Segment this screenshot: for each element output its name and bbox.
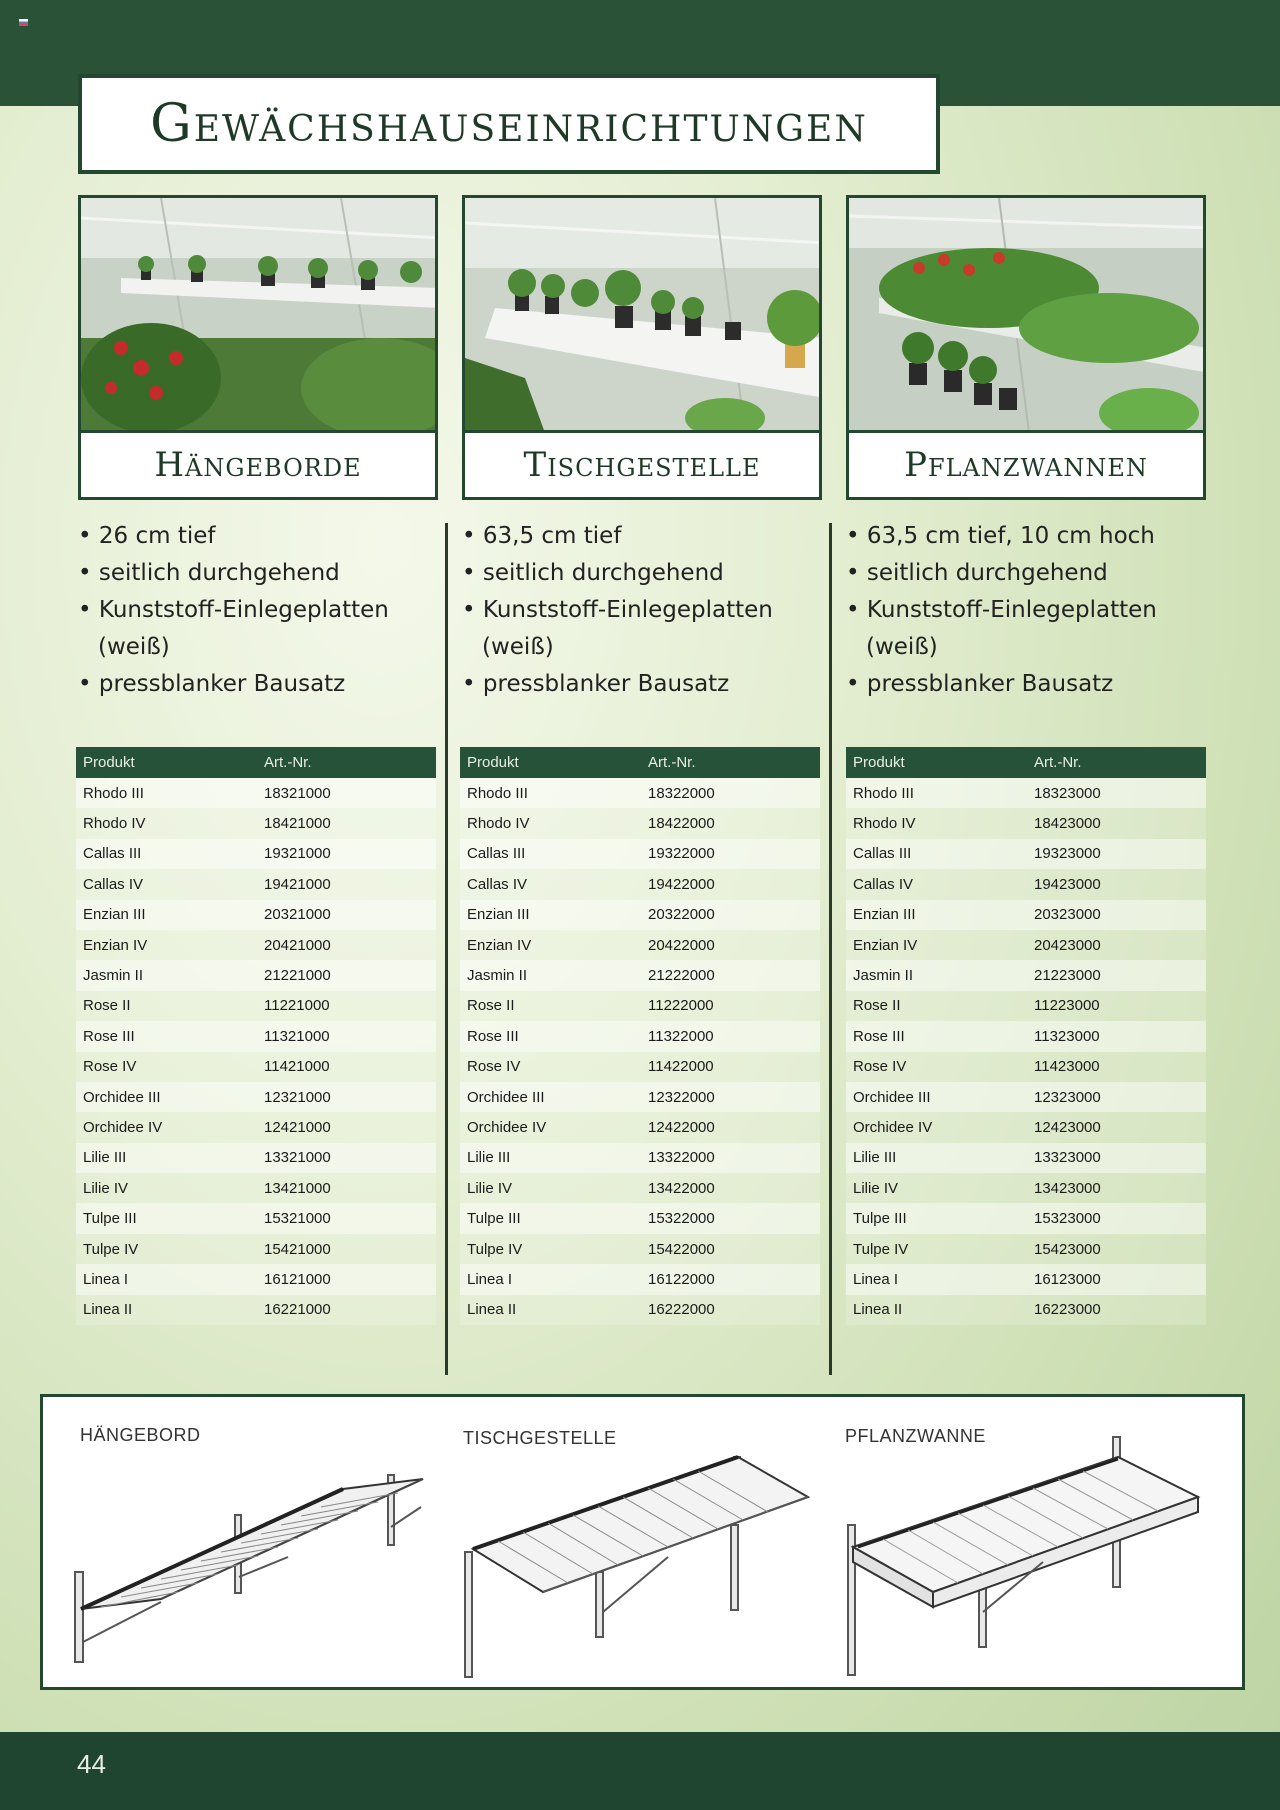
product-cell: Tulpe III xyxy=(460,1203,641,1233)
product-cell: Lilie III xyxy=(460,1143,641,1173)
table-row xyxy=(460,839,820,869)
product-cell: Orchidee IV xyxy=(846,1112,1027,1142)
product-cell: Callas IV xyxy=(76,869,257,899)
article-number-cell: 13323000 xyxy=(1027,1143,1206,1173)
table-header-row xyxy=(846,747,1206,778)
article-number-cell: 16221000 xyxy=(257,1295,436,1325)
article-number-cell: 11421000 xyxy=(257,1052,436,1082)
table-row xyxy=(846,1082,1206,1112)
table-header-row xyxy=(76,747,436,778)
table-row xyxy=(460,1264,820,1294)
table-row xyxy=(460,778,820,808)
product-cell: Rose IV xyxy=(460,1052,641,1082)
diagram-label-tischgestelle: TISCHGESTELLE xyxy=(463,1428,617,1448)
diagram-box xyxy=(40,1394,1245,1690)
product-cell: Orchidee III xyxy=(460,1082,641,1112)
product-cell: Linea I xyxy=(460,1264,641,1294)
flag-icon xyxy=(19,19,28,26)
article-number-cell: 12323000 xyxy=(1027,1082,1206,1112)
product-cell: Linea II xyxy=(846,1295,1027,1325)
article-number-cell: 19322000 xyxy=(641,839,820,869)
product-cell: Jasmin II xyxy=(846,960,1027,990)
article-number-cell: 19423000 xyxy=(1027,869,1206,899)
table-header-row xyxy=(460,747,820,778)
table-row xyxy=(76,960,436,990)
footer-band xyxy=(0,1732,1280,1810)
article-number-cell: 11223000 xyxy=(1027,991,1206,1021)
table-row xyxy=(846,1143,1206,1173)
bullet-list xyxy=(462,518,822,703)
article-number-cell: 11321000 xyxy=(257,1021,436,1051)
page-number: 44 xyxy=(77,1749,106,1779)
article-number-cell: 20422000 xyxy=(641,930,820,960)
table-row xyxy=(76,1112,436,1142)
column-pflanzwannen xyxy=(846,195,1206,703)
column-divider xyxy=(829,523,832,1375)
bullet-item: • pressblanker Bausatz xyxy=(846,666,1206,703)
table-row xyxy=(76,1295,436,1325)
label-haengeborde: Hängeborde xyxy=(78,430,438,500)
table-row xyxy=(76,1082,436,1112)
article-number-cell: 13322000 xyxy=(641,1143,820,1173)
bullet-item: • seitlich durchgehend xyxy=(462,555,822,592)
product-cell: Rhodo IV xyxy=(460,808,641,838)
table-row xyxy=(846,778,1206,808)
article-number-cell: 16121000 xyxy=(257,1264,436,1294)
article-number-cell: 15423000 xyxy=(1027,1234,1206,1264)
table-row xyxy=(846,1112,1206,1142)
diagram-label-haengebord: HÄNGEBORD xyxy=(80,1425,201,1445)
bullet-item: • Kunststoff-Einlegeplatten (weiß) xyxy=(846,592,1206,666)
table-row xyxy=(460,1234,820,1264)
article-number-cell: 12422000 xyxy=(641,1112,820,1142)
article-number-cell: 20421000 xyxy=(257,930,436,960)
product-cell: Callas III xyxy=(460,839,641,869)
tischgestelle-drawing xyxy=(465,1457,808,1677)
column-tischgestelle xyxy=(462,195,822,703)
product-cell: Lilie IV xyxy=(460,1173,641,1203)
article-number-cell: 16222000 xyxy=(641,1295,820,1325)
table-header: Produkt xyxy=(76,747,257,778)
table-row xyxy=(76,900,436,930)
article-number-cell: 19321000 xyxy=(257,839,436,869)
article-number-cell: 19421000 xyxy=(257,869,436,899)
article-number-cell: 20323000 xyxy=(1027,900,1206,930)
table-row xyxy=(460,960,820,990)
table-row xyxy=(460,1295,820,1325)
product-cell: Linea I xyxy=(76,1264,257,1294)
table-row xyxy=(460,1082,820,1112)
product-cell: Orchidee III xyxy=(846,1082,1027,1112)
article-number-cell: 19323000 xyxy=(1027,839,1206,869)
product-cell: Rhodo III xyxy=(846,778,1027,808)
bullet-item: • Kunststoff-Einlegeplatten (weiß) xyxy=(78,592,438,666)
product-cell: Rose III xyxy=(76,1021,257,1051)
table-row xyxy=(76,1234,436,1264)
diagram-label-pflanzwanne: PFLANZWANNE xyxy=(845,1426,986,1446)
article-number-cell: 18322000 xyxy=(641,778,820,808)
product-cell: Orchidee III xyxy=(76,1082,257,1112)
table-row xyxy=(460,1021,820,1051)
article-number-cell: 11221000 xyxy=(257,991,436,1021)
table-row xyxy=(460,1052,820,1082)
bullet-item: • 63,5 cm tief, 10 cm hoch xyxy=(846,518,1206,555)
bullet-item: • pressblanker Bausatz xyxy=(462,666,822,703)
product-cell: Tulpe III xyxy=(76,1203,257,1233)
article-number-cell: 12321000 xyxy=(257,1082,436,1112)
table-row xyxy=(76,1264,436,1294)
title-box xyxy=(78,74,940,174)
article-number-cell: 12421000 xyxy=(257,1112,436,1142)
article-number-cell: 13421000 xyxy=(257,1173,436,1203)
product-cell: Lilie IV xyxy=(846,1173,1027,1203)
table-row xyxy=(460,869,820,899)
article-number-cell: 21223000 xyxy=(1027,960,1206,990)
article-number-cell: 18422000 xyxy=(641,808,820,838)
bullet-item: • seitlich durchgehend xyxy=(78,555,438,592)
article-number-cell: 20322000 xyxy=(641,900,820,930)
product-cell: Orchidee IV xyxy=(460,1112,641,1142)
table-row xyxy=(846,869,1206,899)
table-row xyxy=(76,778,436,808)
table-row xyxy=(460,1143,820,1173)
label-pflanzwannen: Pflanzwannen xyxy=(846,430,1206,500)
product-table xyxy=(846,747,1206,1325)
article-number-cell: 20423000 xyxy=(1027,930,1206,960)
product-cell: Linea II xyxy=(460,1295,641,1325)
article-number-cell: 11422000 xyxy=(641,1052,820,1082)
table-row xyxy=(76,808,436,838)
table-row xyxy=(460,930,820,960)
product-cell: Tulpe IV xyxy=(846,1234,1027,1264)
article-number-cell: 11323000 xyxy=(1027,1021,1206,1051)
table-header: Art.-Nr. xyxy=(1027,747,1206,778)
bullet-item: • pressblanker Bausatz xyxy=(78,666,438,703)
table-header: Art.-Nr. xyxy=(257,747,436,778)
table-row xyxy=(460,991,820,1021)
table-row xyxy=(846,1234,1206,1264)
table-row xyxy=(846,900,1206,930)
column-divider xyxy=(445,523,448,1375)
product-cell: Orchidee IV xyxy=(76,1112,257,1142)
bullet-item: • Kunststoff-Einlegeplatten (weiß) xyxy=(462,592,822,666)
page-title: Gewächshauseinrichtungen xyxy=(150,94,868,154)
photo-tischgestelle xyxy=(462,195,822,430)
haengebord-drawing xyxy=(75,1475,423,1662)
bullet-item: • 26 cm tief xyxy=(78,518,438,555)
article-number-cell: 11222000 xyxy=(641,991,820,1021)
article-number-cell: 15321000 xyxy=(257,1203,436,1233)
article-number-cell: 15323000 xyxy=(1027,1203,1206,1233)
table-row xyxy=(846,1203,1206,1233)
table-row xyxy=(460,1203,820,1233)
product-cell: Linea I xyxy=(846,1264,1027,1294)
table-row xyxy=(460,808,820,838)
product-cell: Rose III xyxy=(460,1021,641,1051)
article-number-cell: 18323000 xyxy=(1027,778,1206,808)
article-number-cell: 19422000 xyxy=(641,869,820,899)
column-haengeborde xyxy=(78,195,438,703)
article-number-cell: 18321000 xyxy=(257,778,436,808)
article-number-cell: 13423000 xyxy=(1027,1173,1206,1203)
product-cell: Rose II xyxy=(460,991,641,1021)
table-row xyxy=(76,1203,436,1233)
product-cell: Tulpe IV xyxy=(460,1234,641,1264)
product-cell: Lilie III xyxy=(846,1143,1027,1173)
article-number-cell: 16122000 xyxy=(641,1264,820,1294)
product-cell: Tulpe III xyxy=(846,1203,1027,1233)
article-number-cell: 12423000 xyxy=(1027,1112,1206,1142)
article-number-cell: 15322000 xyxy=(641,1203,820,1233)
table-header: Produkt xyxy=(846,747,1027,778)
product-cell: Enzian IV xyxy=(460,930,641,960)
photo-pflanzwannen xyxy=(846,195,1206,430)
article-number-cell: 18423000 xyxy=(1027,808,1206,838)
pflanzwanne-drawing xyxy=(848,1437,1198,1675)
product-cell: Rose III xyxy=(846,1021,1027,1051)
product-cell: Rhodo III xyxy=(460,778,641,808)
product-table xyxy=(460,747,820,1325)
product-cell: Tulpe IV xyxy=(76,1234,257,1264)
table-row xyxy=(846,1264,1206,1294)
table-row xyxy=(846,808,1206,838)
table-row xyxy=(846,1021,1206,1051)
table-row xyxy=(460,900,820,930)
article-number-cell: 12322000 xyxy=(641,1082,820,1112)
bullet-list xyxy=(846,518,1206,703)
photo-haengeborde xyxy=(78,195,438,430)
bullet-item: • seitlich durchgehend xyxy=(846,555,1206,592)
table-row xyxy=(846,991,1206,1021)
product-cell: Lilie IV xyxy=(76,1173,257,1203)
table-header: Art.-Nr. xyxy=(641,747,820,778)
article-number-cell: 16223000 xyxy=(1027,1295,1206,1325)
table-row xyxy=(460,1112,820,1142)
bullet-item: • 63,5 cm tief xyxy=(462,518,822,555)
shelf-diagrams xyxy=(43,1397,1242,1687)
product-cell: Enzian III xyxy=(846,900,1027,930)
article-number-cell: 13321000 xyxy=(257,1143,436,1173)
table-row xyxy=(76,930,436,960)
table-row xyxy=(460,1173,820,1203)
article-number-cell: 16123000 xyxy=(1027,1264,1206,1294)
article-number-cell: 21222000 xyxy=(641,960,820,990)
product-cell: Rhodo IV xyxy=(846,808,1027,838)
table-row xyxy=(76,869,436,899)
article-number-cell: 18421000 xyxy=(257,808,436,838)
product-cell: Callas III xyxy=(846,839,1027,869)
article-number-cell: 11322000 xyxy=(641,1021,820,1051)
product-cell: Linea II xyxy=(76,1295,257,1325)
product-cell: Enzian III xyxy=(76,900,257,930)
article-number-cell: 20321000 xyxy=(257,900,436,930)
article-number-cell: 15421000 xyxy=(257,1234,436,1264)
product-cell: Enzian III xyxy=(460,900,641,930)
product-cell: Rose IV xyxy=(846,1052,1027,1082)
product-cell: Lilie III xyxy=(76,1143,257,1173)
table-row xyxy=(846,1052,1206,1082)
article-number-cell: 13422000 xyxy=(641,1173,820,1203)
table-row xyxy=(76,991,436,1021)
product-cell: Callas III xyxy=(76,839,257,869)
article-number-cell: 11423000 xyxy=(1027,1052,1206,1082)
table-row xyxy=(846,839,1206,869)
product-cell: Enzian IV xyxy=(846,930,1027,960)
product-cell: Rose II xyxy=(76,991,257,1021)
product-cell: Rhodo III xyxy=(76,778,257,808)
article-number-cell: 15422000 xyxy=(641,1234,820,1264)
table-row xyxy=(76,1052,436,1082)
table-row xyxy=(76,1143,436,1173)
product-cell: Callas IV xyxy=(846,869,1027,899)
product-cell: Enzian IV xyxy=(76,930,257,960)
table-row xyxy=(846,930,1206,960)
article-number-cell: 21221000 xyxy=(257,960,436,990)
product-cell: Jasmin II xyxy=(460,960,641,990)
product-cell: Rhodo IV xyxy=(76,808,257,838)
table-header: Produkt xyxy=(460,747,641,778)
table-row xyxy=(846,1295,1206,1325)
product-table xyxy=(76,747,436,1325)
product-cell: Callas IV xyxy=(460,869,641,899)
product-cell: Jasmin II xyxy=(76,960,257,990)
table-row xyxy=(76,839,436,869)
table-row xyxy=(846,1173,1206,1203)
table-row xyxy=(76,1021,436,1051)
table-row xyxy=(846,960,1206,990)
bullet-list xyxy=(78,518,438,703)
product-cell: Rose II xyxy=(846,991,1027,1021)
product-cell: Rose IV xyxy=(76,1052,257,1082)
table-row xyxy=(76,1173,436,1203)
label-tischgestelle: Tischgestelle xyxy=(462,430,822,500)
